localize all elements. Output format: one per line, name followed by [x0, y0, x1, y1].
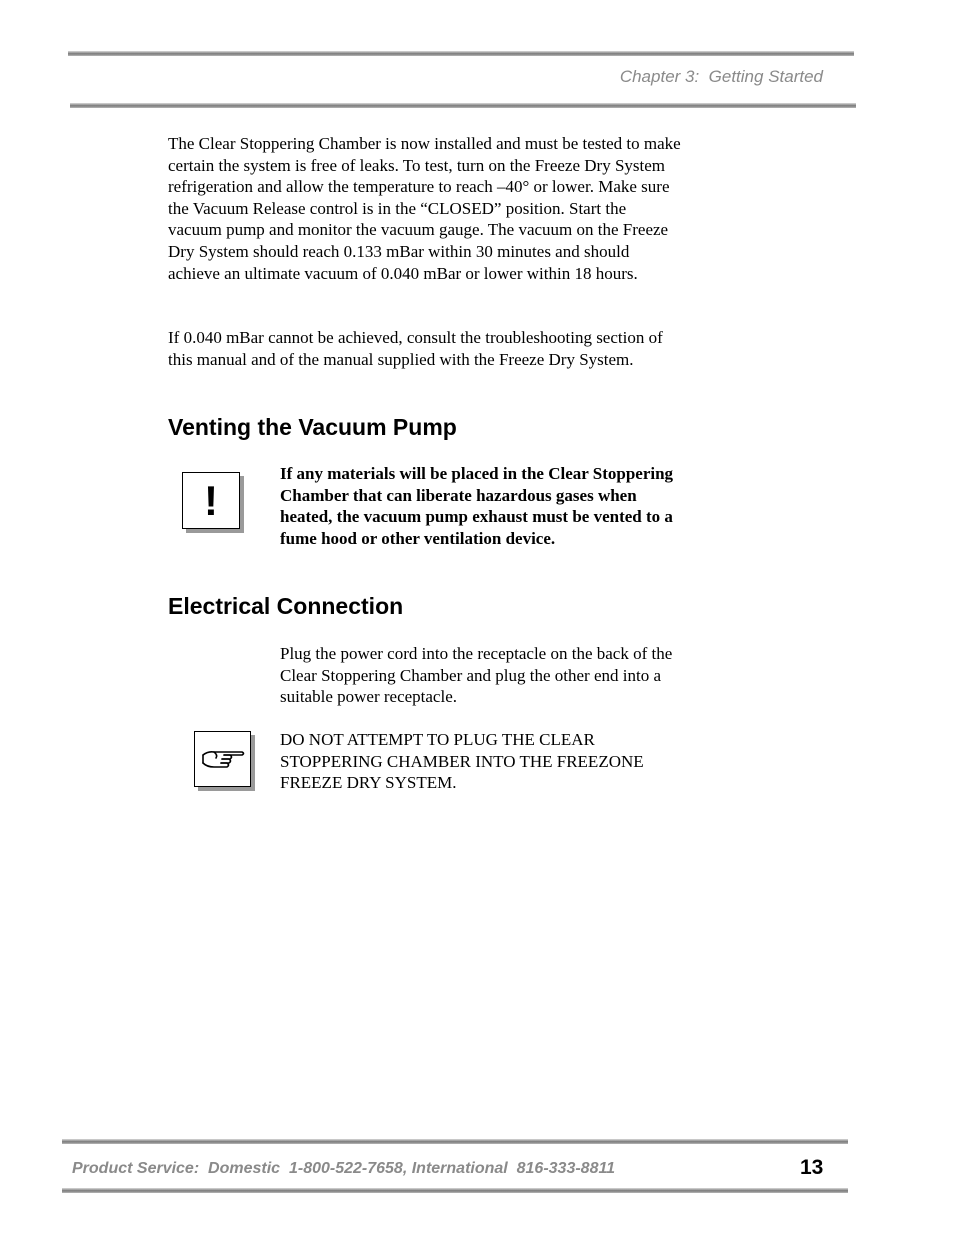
pointing-hand-svg — [200, 746, 246, 772]
body-paragraph-test: The Clear Stoppering Chamber is now installed and must be tested to make certain the system is free of leaks. To test, turn on the Freeze Dry System refrigeration and allow the temperature to reach –40° or lower. Make sure the Vacuum Release control is in the “CLOSED” position. Start the vacuum pump and monitor the vacuum gauge. The vacuum on the Freeze Dry System should reach 0.133 mBar within 30 minutes and should achieve an ultimate vacuum of 0.040 mBar or lower within 18 hours. — [168, 134, 681, 283]
page-number: 13 — [800, 1156, 824, 1179]
product-service-contact: Product Service: Domestic 1-800-522-7658, International 816-333-8811 — [72, 1160, 616, 1177]
section-heading-electrical: Electrical Connection — [168, 593, 404, 619]
exclamation-glyph: ! — [204, 476, 218, 524]
chapter-title: Chapter 3: Getting Started — [619, 67, 823, 86]
footer-rule-bottom — [62, 1188, 848, 1193]
footer-rule-top — [62, 1139, 848, 1144]
venting-warning-text: If any materials will be placed in the Clear Stoppering Chamber that can liberate hazardous gases when heated, the vacuum pump exhaust must be vented to a fume hood or other ventilation device. — [280, 464, 674, 548]
electrical-caution-text: DO NOT ATTEMPT TO PLUG THE CLEAR STOPPERING CHAMBER INTO THE FREEZONE FREEZE DRY SYSTEM. — [280, 730, 644, 793]
electrical-paragraph: Plug the power cord into the receptacle on the back of the Clear Stoppering Chamber and plug the other end into a suitable power receptacle. — [280, 644, 673, 707]
section-heading-venting: Venting the Vacuum Pump — [168, 414, 457, 440]
pointing-hand-icon — [194, 731, 251, 787]
header-rule-top — [68, 51, 854, 56]
header-rule-bottom — [70, 103, 856, 108]
body-paragraph-troubleshooting: If 0.040 mBar cannot be achieved, consult the troubleshooting section of this manual and of the manual supplied with the Freeze Dry System. — [168, 328, 663, 369]
exclamation-icon — [182, 472, 240, 529]
